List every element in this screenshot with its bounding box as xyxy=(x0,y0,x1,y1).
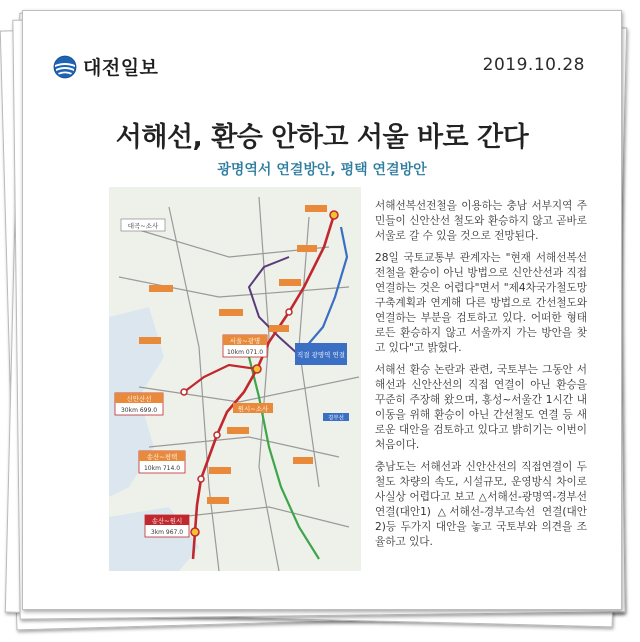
article-paragraph: 28일 국토교통부 관계자는 "현재 서해선복선전철을 환승이 아닌 방법으로 신안산선과 직접 연결하는 것은 어렵다"면서 "제4차국가철도망구축계획과 연계해 다른 방법으로 간선철도와 연결하는 부분을 검토하고 있다. 어떠한 형태로든 환승하지 않고 서울까지 가는 방안을 찾고 있다"고 밝혔다. xyxy=(375,252,587,354)
globe-logo-icon xyxy=(53,55,77,79)
headline-title: 서해선, 환승 안하고 서울 바로 간다 xyxy=(115,122,529,153)
logo-text: 대전일보 xyxy=(83,57,159,79)
svg-text:원시~소사: 원시~소사 xyxy=(237,405,269,413)
railway-map xyxy=(109,187,361,571)
label-mid-box xyxy=(139,451,185,473)
article-paragraph: 충남도는 서해선과 신안산선의 직접연결이 두 철도 차량의 속도, 시설규모, 운영방식 차이로 사실상 어렵다고 보고 △서해선-광명역-경부선 연결(대안1) △서해선-경부고속선 연결(대안2)등 두가지 대안을 놓고 국토부와 의견을 조율하고 있다. xyxy=(375,461,587,548)
svg-text:신안산선: 신안산선 xyxy=(126,395,152,403)
svg-text:경부선: 경부선 xyxy=(328,415,344,422)
svg-text:3km 967.0: 3km 967.0 xyxy=(150,529,184,536)
newspaper-clipping xyxy=(22,10,622,610)
svg-text:10km 071.0: 10km 071.0 xyxy=(226,349,264,356)
svg-text:송산~평택: 송산~평택 xyxy=(146,453,178,461)
svg-text:송산~원시: 송산~원시 xyxy=(151,517,183,525)
label-top-station xyxy=(121,219,165,231)
label-small-right xyxy=(323,413,349,422)
label-bottom-box xyxy=(145,515,189,537)
label-seoul-link xyxy=(223,335,267,357)
svg-text:대곡~소사: 대곡~소사 xyxy=(127,222,159,230)
publication-date: 2019.10.28 xyxy=(482,55,585,75)
article-body xyxy=(375,199,587,557)
label-callout xyxy=(295,343,347,365)
headline-subtitle: 광명역서 연결방안, 평택 연결방안 xyxy=(217,162,427,178)
svg-text:10km 714.0: 10km 714.0 xyxy=(143,465,181,472)
label-center-box xyxy=(233,403,273,413)
svg-text:서울~광명: 서울~광명 xyxy=(229,337,261,345)
label-left-box xyxy=(115,393,163,415)
article-paragraph: 서해선복선전철을 이용하는 충남 서부지역 주민들이 신안산선 철도와 환승하지 않고 곧바로 서울로 갈 수 있을 것으로 전망된다. xyxy=(375,200,587,242)
newspaper-logo xyxy=(53,53,158,80)
svg-text:30km 699.0: 30km 699.0 xyxy=(120,407,158,414)
svg-text:직결 광명역 연결: 직결 광명역 연결 xyxy=(296,351,346,359)
article-paragraph: 서해선 환승 논란과 관련, 국토부는 그동안 서해선과 신안산선의 직접 연결이 아닌 환승을 꾸준히 주장해 왔으며, 홍성~서울간 1시간 내 이동을 위해 환승이 아닌 간선철도 연결 등 새로운 대안을 검토하고 있다고 밝히기는 이번이 처음이다. xyxy=(375,364,587,451)
